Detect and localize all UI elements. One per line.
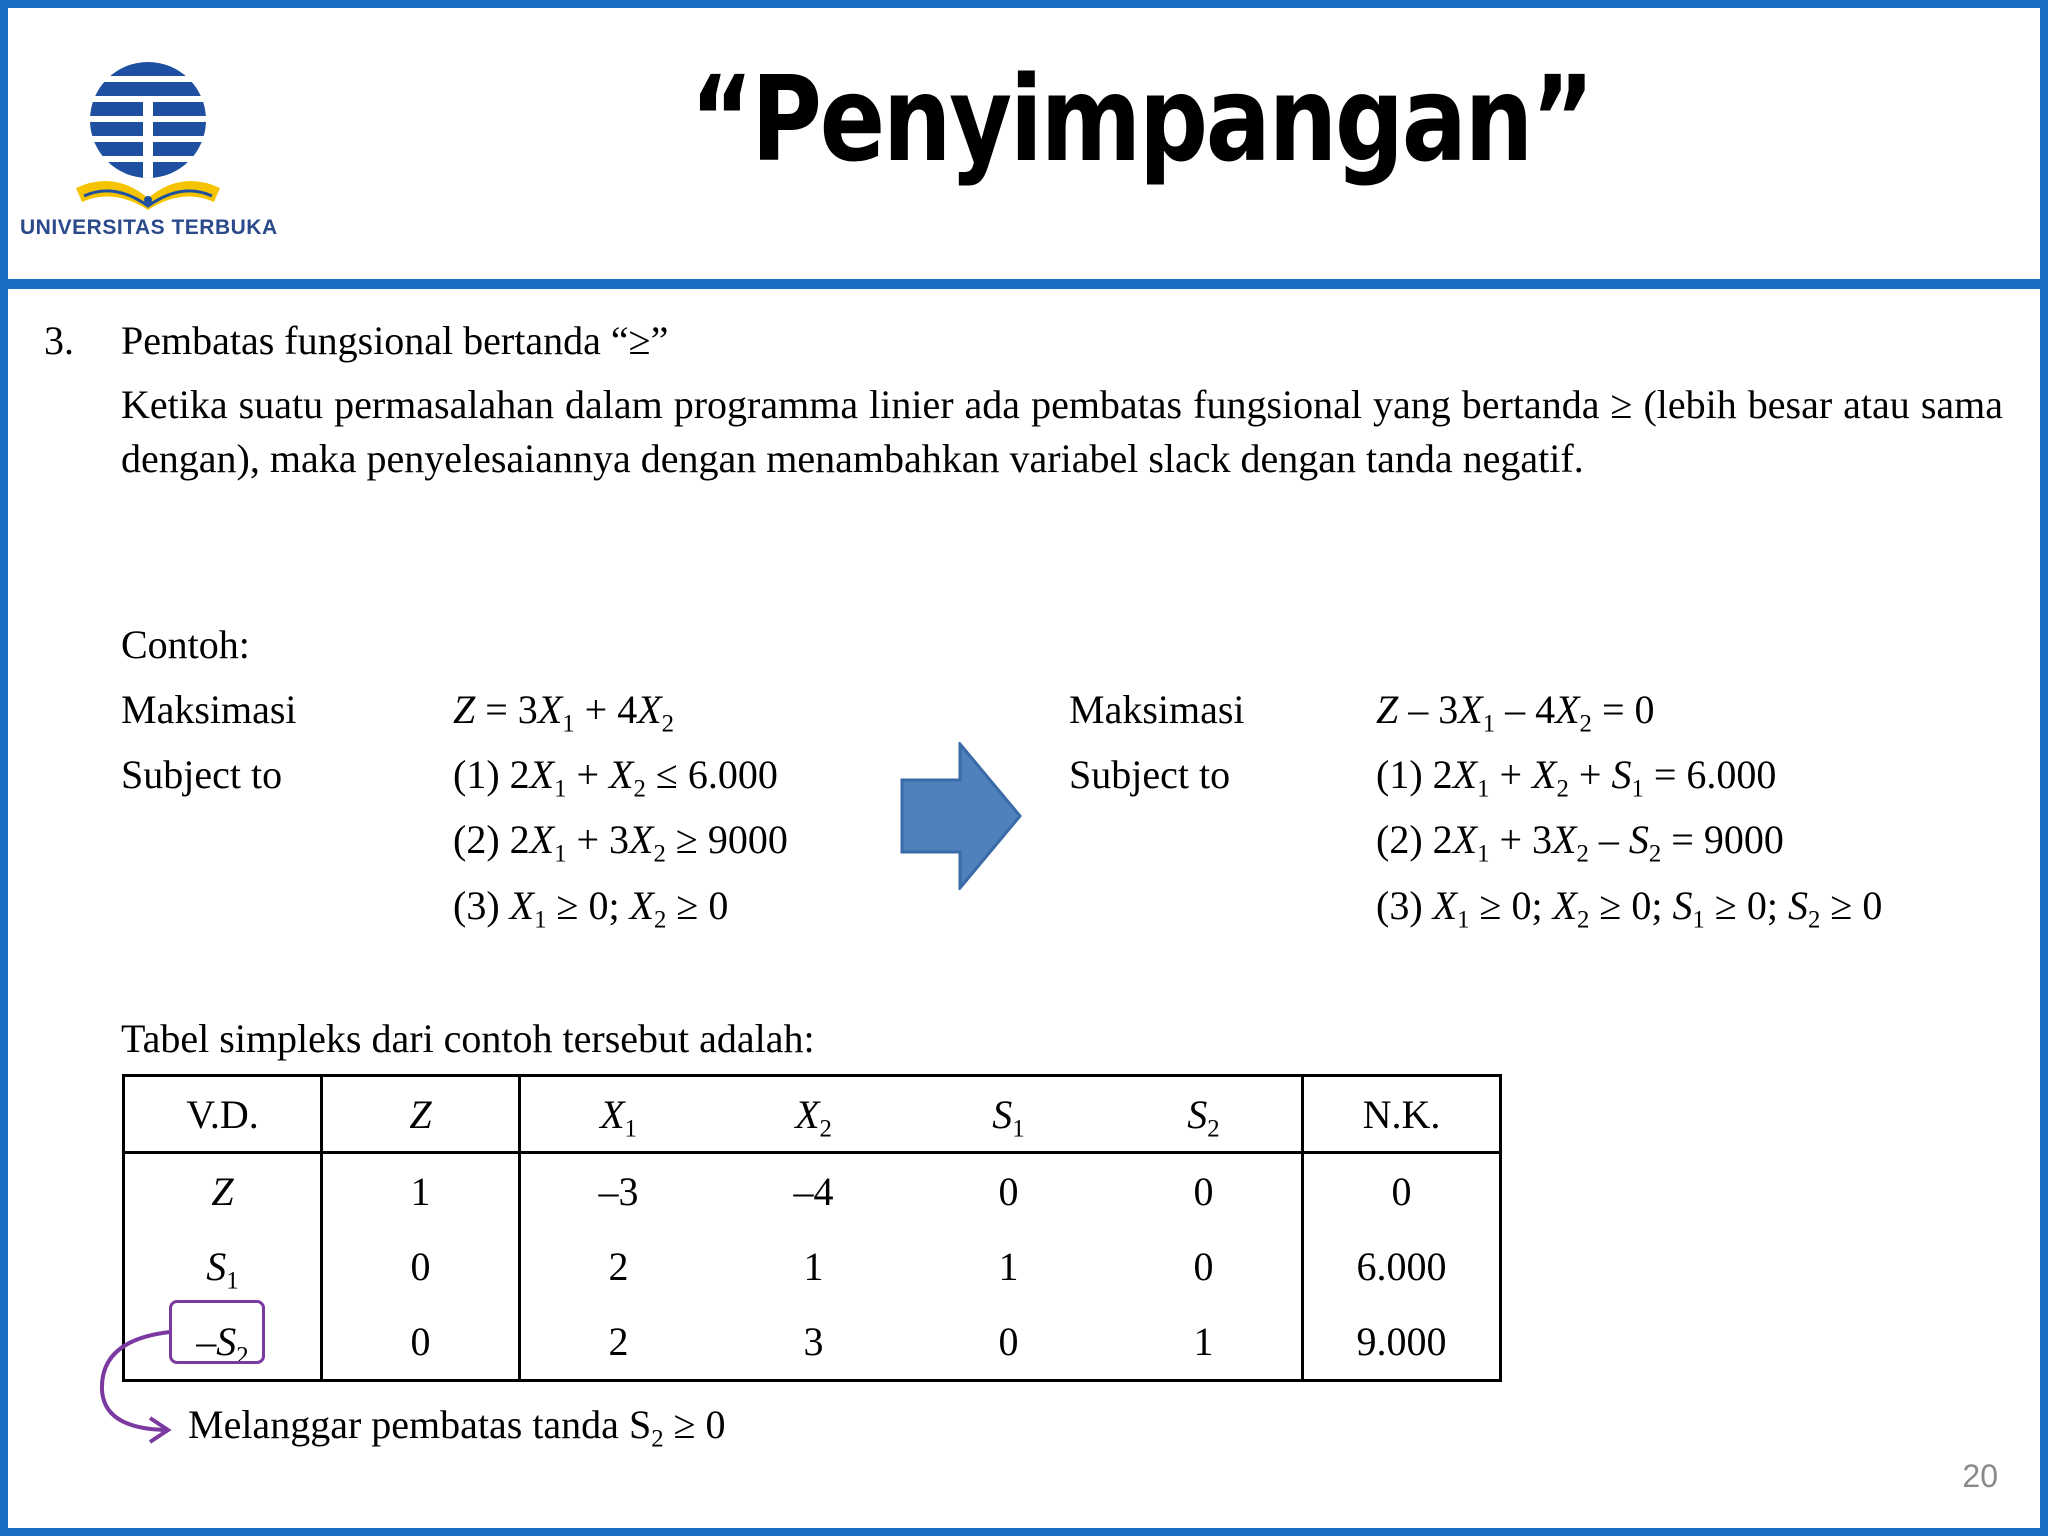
table-header-row	[124, 1076, 1501, 1153]
table-cell: 6.000	[1303, 1229, 1501, 1304]
header-s2: $S_2$	[1106, 1076, 1303, 1153]
table-cell: 0	[322, 1304, 520, 1381]
right-constraint-3: (3) $X_1 \ge 0$; $X_2 \ge 0$; $S_1 \ge 0$; $S_2 \ge 0$	[1376, 883, 1883, 934]
table-cell: 0	[322, 1229, 520, 1304]
header-nk: N.K.	[1303, 1076, 1501, 1153]
table-cell: 3	[716, 1304, 911, 1381]
table-cell: 9.000	[1303, 1304, 1501, 1381]
right-subject-label: Subject to	[1069, 752, 1231, 797]
item-heading: Pembatas fungsional bertanda “≥”	[121, 318, 669, 363]
header-z: Z	[322, 1076, 520, 1153]
table-cell: –4	[793, 1169, 834, 1214]
header-divider	[0, 279, 2048, 289]
row-label: $-S_2$	[124, 1304, 322, 1381]
header-x2: $X_2$	[716, 1076, 911, 1153]
table-row	[124, 1229, 1501, 1304]
logo-text: UNIVERSITAS TERBUKA	[20, 216, 278, 239]
table-cell: 2	[520, 1304, 717, 1381]
left-constraint-3: (3) $X_1 \ge 0$; $X_2 \ge 0$	[453, 883, 729, 934]
right-constraint-2: (2) $2X_1 + 3X_2 - S_2 = 9000$	[1376, 817, 1784, 868]
table-row	[124, 1304, 1501, 1381]
item-number: 3.	[44, 318, 74, 363]
table-cell: 0	[1303, 1153, 1501, 1230]
right-arrow-icon	[900, 742, 1024, 890]
table-cell: 0	[911, 1304, 1106, 1381]
slide-title: “Penyimpangan”	[690, 50, 1593, 188]
frame-left	[0, 0, 8, 1536]
left-constraint-2: (2) $2X_1 + 3X_2 \ge 9000$	[453, 817, 788, 868]
table-cell: 0	[998, 1169, 1019, 1214]
table-cell: 1	[803, 1244, 824, 1289]
right-constraint-1: (1) $2X_1 + X_2 + S_1 = 6.000$	[1376, 752, 1777, 803]
explanation-paragraph: Ketika suatu permasalahan dalam programma linier ada pembatas fungsional yang bertanda ≥ (lebih besar atau sama dengan), maka penyelesaiannya dengan menambahkan variabel slack dengan tanda negatif.	[121, 382, 2003, 481]
left-objective: $Z = 3X_1 + 4X_2$	[453, 687, 675, 738]
violation-annotation: Melanggar pembatas tanda $S_2 \ge 0$	[188, 1402, 726, 1453]
header-s1: $S_1$	[911, 1076, 1106, 1153]
table-row	[124, 1153, 1501, 1230]
page-number: 20	[1962, 1458, 1998, 1494]
left-maximize-label: Maksimasi	[121, 687, 297, 732]
simplex-table	[122, 1074, 1502, 1382]
table-cell: –3	[598, 1169, 639, 1214]
table-cell: 0	[1106, 1229, 1303, 1304]
table-intro: Tabel simpleks dari contoh tersebut adalah:	[121, 1016, 815, 1061]
frame-bottom	[0, 1528, 2048, 1536]
table-cell: 1	[1106, 1304, 1303, 1381]
table-cell: 1	[322, 1153, 520, 1230]
curved-arrow-icon	[90, 1320, 190, 1450]
left-subject-label: Subject to	[121, 752, 283, 797]
table-cell: 2	[608, 1244, 629, 1289]
right-maximize-label: Maksimasi	[1069, 687, 1245, 732]
header-vd: V.D.	[124, 1076, 322, 1153]
table-cell: 1	[998, 1244, 1019, 1289]
right-objective: $Z - 3X_1 - 4X_2 = 0$	[1376, 687, 1655, 738]
frame-right	[2040, 0, 2048, 1536]
row-label: Z	[124, 1153, 322, 1230]
left-constraint-1: (1) $2X_1 + X_2 \le 6.000$	[453, 752, 778, 803]
row-label: $S_1$	[124, 1229, 322, 1304]
example-label: Contoh:	[121, 622, 250, 667]
frame-top	[0, 0, 2048, 8]
header-x1: $X_1$	[520, 1076, 717, 1153]
table-cell: 0	[1106, 1153, 1303, 1230]
